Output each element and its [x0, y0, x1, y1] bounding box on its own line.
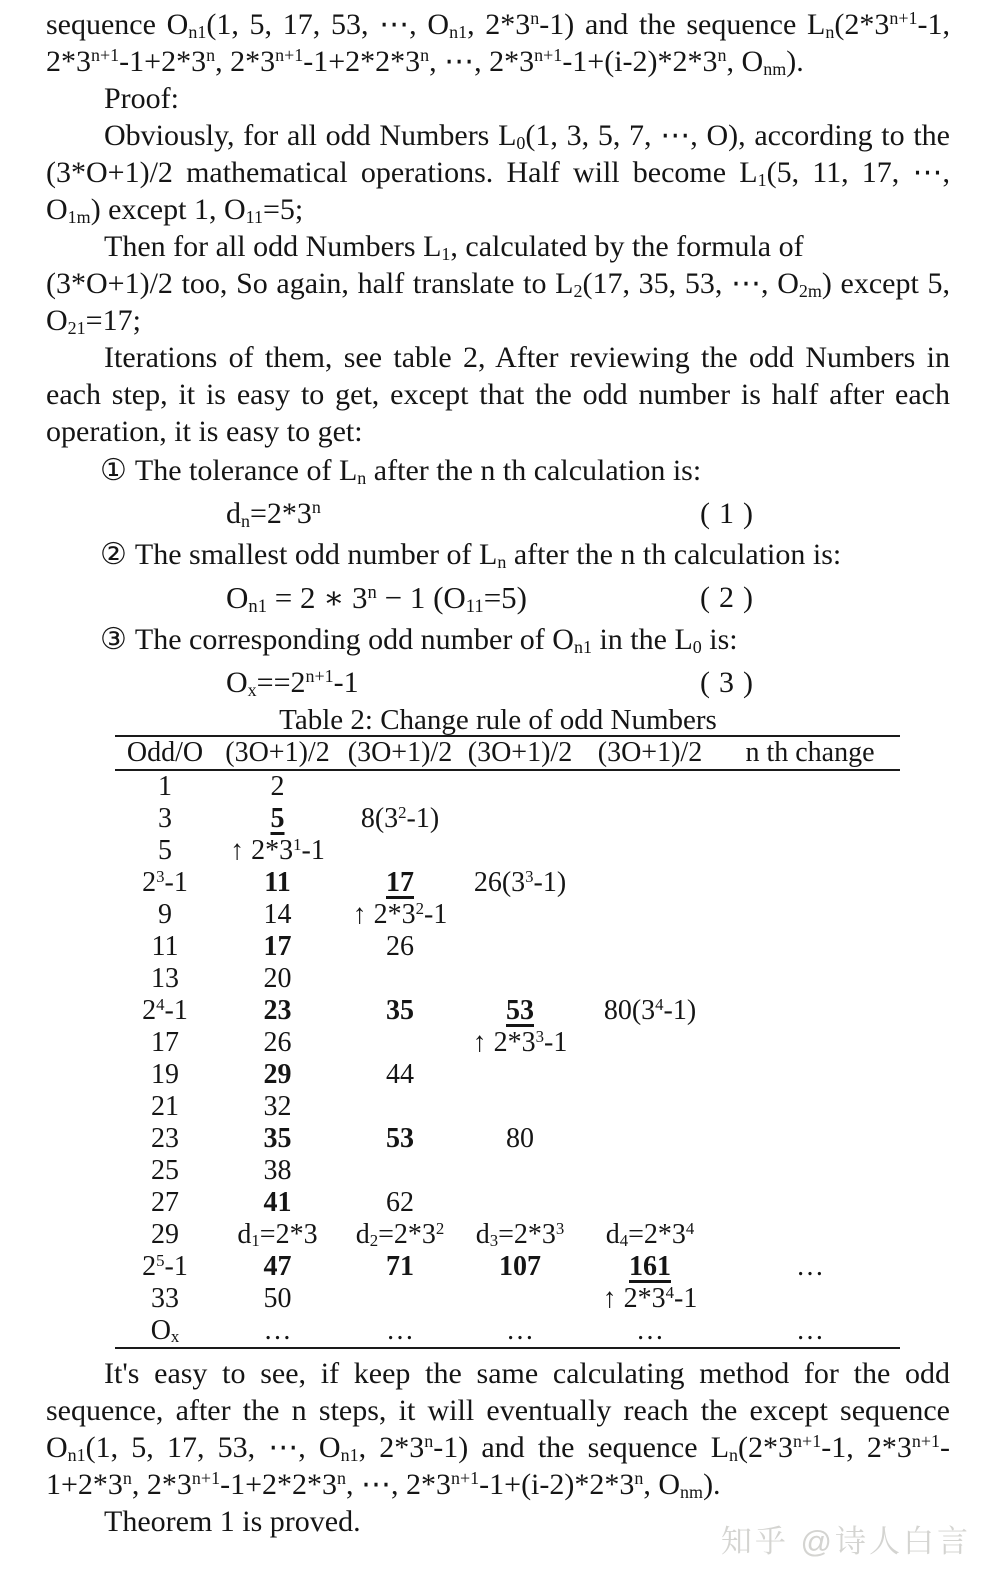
table-cell: [115, 1027, 215, 1059]
equation-3-number: (3): [700, 666, 762, 699]
table-row: [115, 835, 900, 867]
table-cell-value: …: [636, 1315, 664, 1346]
table-cell-value: 19: [151, 1059, 179, 1090]
paragraph-then: [46, 228, 950, 339]
table-cell-value: 35: [263, 1123, 292, 1154]
table-row: [115, 1251, 900, 1283]
table-cell: [720, 1155, 900, 1187]
odd-numbers-table: [115, 735, 900, 1349]
table-cell: [340, 1283, 460, 1315]
table-cell-value: 14: [263, 899, 292, 930]
equation-2-formula: $O_{n1} = 2$ ∗ $3^n - 1$ $(O_{11}=5)$: [226, 580, 528, 617]
table-cell: [460, 835, 580, 867]
table-cell: [215, 1091, 340, 1123]
table-cell-value: $d_1=2*3$: [237, 1219, 318, 1251]
table-cell-value-highlighted: 53: [506, 995, 534, 1026]
table-cell: [340, 931, 460, 963]
table-cell-value: 38: [263, 1155, 292, 1186]
equation-1-formula: $d_n=2*3^n$: [226, 497, 321, 531]
table-cell: [340, 803, 460, 835]
table-cell-value: …: [796, 1315, 824, 1346]
text-line: (3*O+1)/2 too, So again, half translate to $L_2(17$, 35, 53, ⋯, $O_{2m}$) except 5,: [46, 267, 950, 301]
table-cell: [720, 835, 900, 867]
equation-2-number: (2): [700, 581, 762, 614]
table-cell-value: …: [796, 1251, 824, 1282]
table-cell: [340, 899, 460, 931]
table-cell: [580, 995, 720, 1027]
table-cell-value: 20: [263, 963, 292, 994]
text-line: sequence, after the n steps, it will eventually reach the except sequence: [46, 1394, 950, 1427]
table-cell: [580, 931, 720, 963]
text-line: each step, it is easy to get, except that the odd number is half after each: [46, 378, 950, 411]
table-cell: [720, 963, 900, 995]
table-cell: [115, 1251, 215, 1283]
table-row: [115, 899, 900, 931]
table-cell-value: $d_2=2*3^2$: [355, 1218, 445, 1251]
table-cell: [580, 867, 720, 899]
text-line: (3*O+1)/2 mathematical operations. Half will become $L_1(5$, 11, 17, ⋯,: [46, 156, 950, 190]
table-cell: [460, 1187, 580, 1219]
table-cell-value-highlighted: 17: [386, 867, 414, 898]
table-cell: [340, 867, 460, 899]
table-cell: [460, 1315, 580, 1348]
table-cell: [720, 1059, 900, 1091]
table-cell: [720, 803, 900, 835]
equation-2: [46, 578, 950, 619]
table-cell: [340, 770, 460, 803]
table-cell: [340, 1187, 460, 1219]
table-cell-value: 35: [386, 995, 414, 1026]
text-line: operation, it is easy to get:: [46, 415, 363, 448]
table-cell: [720, 1251, 900, 1283]
table-cell: [340, 1219, 460, 1251]
table-row: [115, 1027, 900, 1059]
table-cell: [460, 963, 580, 995]
table-body: [115, 770, 900, 1348]
table-cell-value: 50: [263, 1283, 292, 1314]
table-cell-value: 71: [386, 1251, 414, 1282]
table-cell: [460, 899, 580, 931]
table-cell-value: $8(3^2-1)$: [360, 802, 440, 834]
paragraph-closing: [46, 1355, 950, 1503]
text-line: $O_{1m}$) except 1, $O_{11}=5$;: [46, 193, 304, 227]
table-cell: [115, 1315, 215, 1348]
text-line: sequence $O_{n1}(1$, 5, 17, 53, ⋯, $O_{n1}$, 2*3$^n$-1) and the sequence $L_n(2*3^{n+1}-1$,: [46, 8, 951, 42]
table-cell: [215, 899, 340, 931]
numbered-item-3: [46, 621, 950, 659]
table-cell-value-highlighted: 5: [270, 803, 285, 834]
table-row: [115, 1059, 900, 1091]
table-cell-value: 47: [263, 1251, 292, 1282]
table-row: [115, 770, 900, 803]
table-cell: [115, 867, 215, 899]
table-cell-value: $80(3^4-1)$: [603, 994, 697, 1026]
table-cell: [580, 1155, 720, 1187]
table-cell: [720, 1219, 900, 1251]
table-cell: [580, 1283, 720, 1315]
table-cell: [115, 803, 215, 835]
table-cell-value: ↑ $2*3^1-1$: [230, 834, 325, 866]
equation-1-number: (1): [700, 497, 762, 530]
table-cell: [460, 1123, 580, 1155]
table-cell: [460, 1027, 580, 1059]
table-cell: [460, 995, 580, 1027]
table-cell-value: …: [263, 1315, 292, 1346]
table-cell: [460, 1155, 580, 1187]
item-marker-1: ①: [100, 454, 127, 487]
table-cell: [460, 803, 580, 835]
table-cell: [720, 770, 900, 803]
item-text-3: The corresponding odd number of $O_{n1}$ in the $L_0$ is:: [134, 623, 738, 657]
table-cell: [340, 835, 460, 867]
table-cell: [460, 931, 580, 963]
table-cell: [580, 803, 720, 835]
table-cell: [115, 931, 215, 963]
item-marker-2: ②: [100, 538, 127, 571]
table-cell-value: $d_3=2*3^3$: [475, 1218, 565, 1251]
table-cell: [115, 1091, 215, 1123]
table-header-cell: (3O+1)/2: [580, 736, 720, 770]
equation-3: [46, 663, 950, 703]
paragraph-obviously: [46, 117, 950, 228]
text-line: Obviously, for all odd Numbers $L_0(1$, 3, 5, 7, ⋯, O), according to the: [104, 119, 951, 153]
table-cell: [340, 1155, 460, 1187]
table-cell: [580, 770, 720, 803]
table-header-cell: (3O+1)/2: [340, 736, 460, 770]
text-line: Then for all odd Numbers $L_1$, calculated by the formula of: [104, 230, 804, 264]
table-cell-value: 9: [158, 899, 172, 930]
table-header-cell: n th change: [720, 736, 900, 770]
table-cell: [340, 1123, 460, 1155]
table-cell-value: $2^5-1$: [142, 1250, 188, 1282]
table-cell-value: 21: [151, 1091, 179, 1122]
table-row: [115, 995, 900, 1027]
table-cell-value: 17: [151, 1027, 179, 1058]
table-cell-value: 17: [263, 931, 292, 962]
table-cell: [580, 1091, 720, 1123]
table-cell-value: ↑ $2*3^2-1$: [352, 898, 448, 930]
table-cell-value: 3: [158, 803, 172, 834]
paragraph-intro: [46, 6, 950, 80]
table-cell: [215, 770, 340, 803]
table-cell: [580, 1187, 720, 1219]
item-text-2: The smallest odd number of $L_n$ after the n th calculation is:: [134, 538, 842, 572]
table-title: Table 2: Change rule of odd Numbers: [279, 704, 717, 736]
table-cell: [460, 1219, 580, 1251]
table-cell-value: 26: [386, 931, 414, 962]
paragraph-iterations: [46, 339, 950, 450]
table-cell-value: $26(3^3-1)$: [473, 866, 567, 898]
theorem-statement: Theorem 1 is proved.: [104, 1505, 361, 1538]
table-cell: [115, 995, 215, 1027]
table-cell-value: 23: [263, 995, 292, 1026]
table-cell-value: 13: [151, 963, 179, 994]
table-cell-value: $2^4-1$: [142, 994, 188, 1026]
table-cell: [460, 1091, 580, 1123]
table-row: [115, 1091, 900, 1123]
table-cell: [460, 1251, 580, 1283]
table-cell: [580, 1059, 720, 1091]
table-cell: [215, 1219, 340, 1251]
table-cell: [115, 770, 215, 803]
table-cell: [215, 963, 340, 995]
table-cell: [580, 899, 720, 931]
table-cell: [340, 995, 460, 1027]
table-cell: [215, 835, 340, 867]
table-cell: [580, 1315, 720, 1348]
table-row: [115, 1283, 900, 1315]
numbered-item-1: [46, 452, 950, 490]
text-line: Iterations of them, see table 2, After reviewing the odd Numbers in: [104, 341, 950, 374]
table-cell: [115, 1187, 215, 1219]
table-cell: [580, 963, 720, 995]
text-line: $O_{21}=17$;: [46, 304, 141, 338]
table-cell: [215, 1027, 340, 1059]
table-cell: [115, 899, 215, 931]
table-row: [115, 1219, 900, 1251]
table-cell: [720, 899, 900, 931]
table-cell-value: 26: [263, 1027, 292, 1058]
table-cell: [720, 1187, 900, 1219]
table-cell-value: …: [506, 1315, 534, 1346]
table-header-row: [115, 736, 900, 770]
table-cell-value: 11: [151, 931, 179, 962]
table-cell-value: …: [386, 1315, 414, 1346]
table-cell: [460, 1283, 580, 1315]
table-cell: [215, 1187, 340, 1219]
item-marker-3: ③: [100, 623, 127, 656]
table-cell-value: 44: [386, 1059, 414, 1090]
table-cell: [115, 1283, 215, 1315]
table-row: [115, 1123, 900, 1155]
table-row: [115, 1315, 900, 1348]
equation-1: [46, 494, 950, 534]
table-cell-value: 107: [499, 1251, 541, 1282]
table-row: [115, 803, 900, 835]
table-cell: [580, 1219, 720, 1251]
table-cell: [215, 803, 340, 835]
text-column: [46, 6, 950, 1540]
table-cell: [720, 931, 900, 963]
table-cell-value: ↑ $2*3^3-1$: [472, 1026, 568, 1058]
table-cell-value: 2: [270, 771, 285, 802]
table-header-cell: Odd/O: [115, 736, 215, 770]
text-line: It's easy to see, if keep the same calculating method for the odd: [104, 1357, 950, 1390]
table-cell: [720, 1283, 900, 1315]
table-cell: [720, 995, 900, 1027]
table-cell-value: $O_x$: [150, 1315, 180, 1347]
item-text-1: The tolerance of $L_n$ after the n th calculation is:: [134, 454, 702, 488]
table-cell: [115, 1155, 215, 1187]
table-cell: [115, 1219, 215, 1251]
table-cell: [115, 963, 215, 995]
table-cell-value: 25: [151, 1155, 179, 1186]
text-line: $O_{n1}(1$, 5, 17, 53, ⋯, $O_{n1}$, 2*3$^n$-1) and the sequence $L_n(2*3^{n+1}-1$, $2*3^{n+1}-$: [46, 1431, 950, 1465]
table-cell: [580, 1027, 720, 1059]
table-cell: [340, 1091, 460, 1123]
table-cell-value-highlighted: 161: [629, 1251, 671, 1282]
proof-label: Proof:: [104, 82, 179, 115]
table-cell: [215, 1155, 340, 1187]
table-cell: [215, 1251, 340, 1283]
table-row: [115, 963, 900, 995]
table-cell-value: $d_4=2*3^4$: [605, 1218, 695, 1251]
table-cell: [215, 1123, 340, 1155]
table-cell-value: 41: [263, 1187, 292, 1218]
table-cell-value: 1: [158, 771, 172, 802]
table-cell: [215, 1315, 340, 1348]
table-cell: [115, 1123, 215, 1155]
table-cell-value: 27: [151, 1187, 179, 1218]
table-cell: [720, 1027, 900, 1059]
table-cell: [460, 1059, 580, 1091]
watermark: 知乎 @诗人白言: [720, 1524, 971, 1559]
table-header-cell: (3O+1)/2: [460, 736, 580, 770]
table-cell: [580, 1251, 720, 1283]
table-cell: [215, 867, 340, 899]
table-cell-value: 23: [151, 1123, 179, 1154]
table-cell: [340, 1315, 460, 1348]
table-cell-value: 80: [506, 1123, 534, 1154]
text-line: $2*3^{n+1}-1+2*3^n$, $2*3^{n+1}-1+2*2*3^n$, ⋯, $2*3^{n+1}-1+(i-2)*2*3^n$, $O_{nm}$).: [46, 45, 804, 79]
text-line: $1+2*3^n$, $2*3^{n+1}-1+2*2*3^n$, ⋯, $2*3^{n+1}-1+(i-2)*2*3^n$, $O_{nm}$).: [46, 1468, 721, 1502]
table-cell: [460, 770, 580, 803]
table-cell-value: 5: [158, 835, 172, 866]
table-cell: [580, 1123, 720, 1155]
table-header-cell: (3O+1)/2: [215, 736, 340, 770]
table-cell: [720, 1315, 900, 1348]
table-cell: [340, 1059, 460, 1091]
table-cell: [215, 1059, 340, 1091]
table-cell-value: $2^3-1$: [142, 866, 188, 898]
table-cell-value: 53: [386, 1123, 414, 1154]
equation-3-formula: $O_x==2^{n+1}-1$: [226, 666, 359, 700]
table-cell: [115, 835, 215, 867]
table-cell: [580, 835, 720, 867]
table-cell: [720, 1091, 900, 1123]
table-cell: [215, 995, 340, 1027]
table-cell: [340, 963, 460, 995]
table-cell: [340, 1251, 460, 1283]
table-cell: [460, 867, 580, 899]
table-row: [115, 931, 900, 963]
numbered-item-2: [46, 536, 950, 574]
table-cell-value: 32: [263, 1091, 292, 1122]
table-cell: [720, 1123, 900, 1155]
table-cell: [720, 867, 900, 899]
table-cell-value: ↑ $2*3^4-1$: [602, 1282, 698, 1314]
table-cell: [340, 1027, 460, 1059]
table-cell-value: 62: [386, 1187, 414, 1218]
table-cell-value: 33: [151, 1283, 179, 1314]
table-cell: [215, 1283, 340, 1315]
table-cell-value: 29: [151, 1219, 179, 1250]
table-cell-value: 29: [263, 1059, 292, 1090]
table-cell: [115, 1059, 215, 1091]
table-row: [115, 1187, 900, 1219]
table-cell: [215, 931, 340, 963]
table-row: [115, 1155, 900, 1187]
table-cell-value: 11: [264, 867, 291, 898]
table-row: [115, 867, 900, 899]
